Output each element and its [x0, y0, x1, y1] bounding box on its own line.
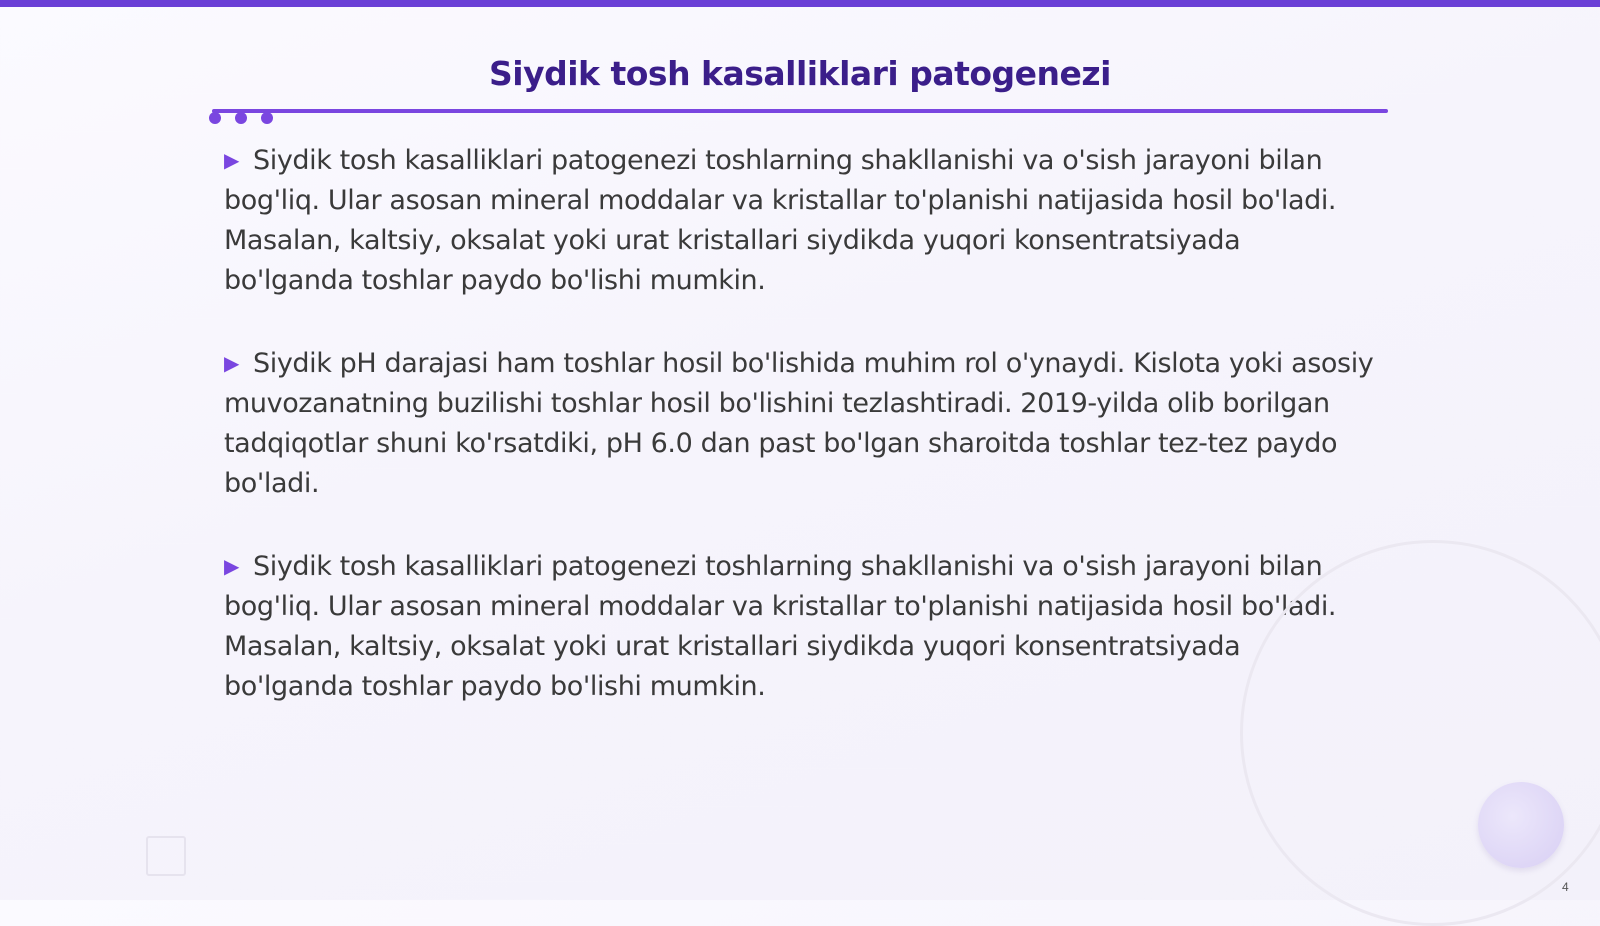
- decorative-circle: [1478, 782, 1564, 868]
- bullet-item: [224, 343, 1374, 504]
- top-accent-bar: [0, 0, 1600, 7]
- bullet-text: Siydik tosh kasalliklari patogenezi toshlarning shakllanishi va o'sish jarayoni bilan bog'liq. Ular asosan mineral moddalar va kristallar to'planishi natijasida hosil bo'ladi. Masalan, kaltsiy, oksalat yoki urat kristallari siydikda yuqori konsentratsiyada bo'lganda toshlar paydo bo'lishi mumkin.: [224, 551, 1337, 702]
- slide-title: Siydik tosh kasalliklari patogenezi: [489, 54, 1111, 93]
- decorative-ring: [1240, 540, 1600, 926]
- triangle-right-icon: ▶: [224, 148, 239, 172]
- decorative-dot-icon: [261, 112, 273, 124]
- decorative-dot-icon: [209, 112, 221, 124]
- decorative-dot-icon: [235, 112, 247, 124]
- bullet-text: Siydik pH darajasi ham toshlar hosil bo'lishida muhim rol o'ynaydi. Kislota yoki asosiy muvozanatning buzilishi toshlar hosil bo'lishini tezlashtiradi. 2019-yilda olib borilgan tadqiqotlar shuni ko'rsatdiki, pH 6.0 dan past bo'lgan sharoitda toshlar tez-tez paydo bo'ladi.: [224, 348, 1374, 499]
- bullet-list: [224, 140, 1374, 749]
- decorative-square: [146, 836, 186, 876]
- bullet-item: [224, 546, 1374, 707]
- page-number: 4: [1562, 880, 1569, 894]
- triangle-right-icon: ▶: [224, 351, 239, 375]
- bullet-text: Siydik tosh kasalliklari patogenezi toshlarning shakllanishi va o'sish jarayoni bilan bog'liq. Ular asosan mineral moddalar va kristallar to'planishi natijasida hosil bo'ladi. Masalan, kaltsiy, oksalat yoki urat kristallari siydikda yuqori konsentratsiyada bo'lganda toshlar paydo bo'lishi mumkin.: [224, 145, 1337, 296]
- triangle-right-icon: ▶: [224, 554, 239, 578]
- title-underline: [212, 109, 1388, 113]
- bullet-item: [224, 140, 1374, 301]
